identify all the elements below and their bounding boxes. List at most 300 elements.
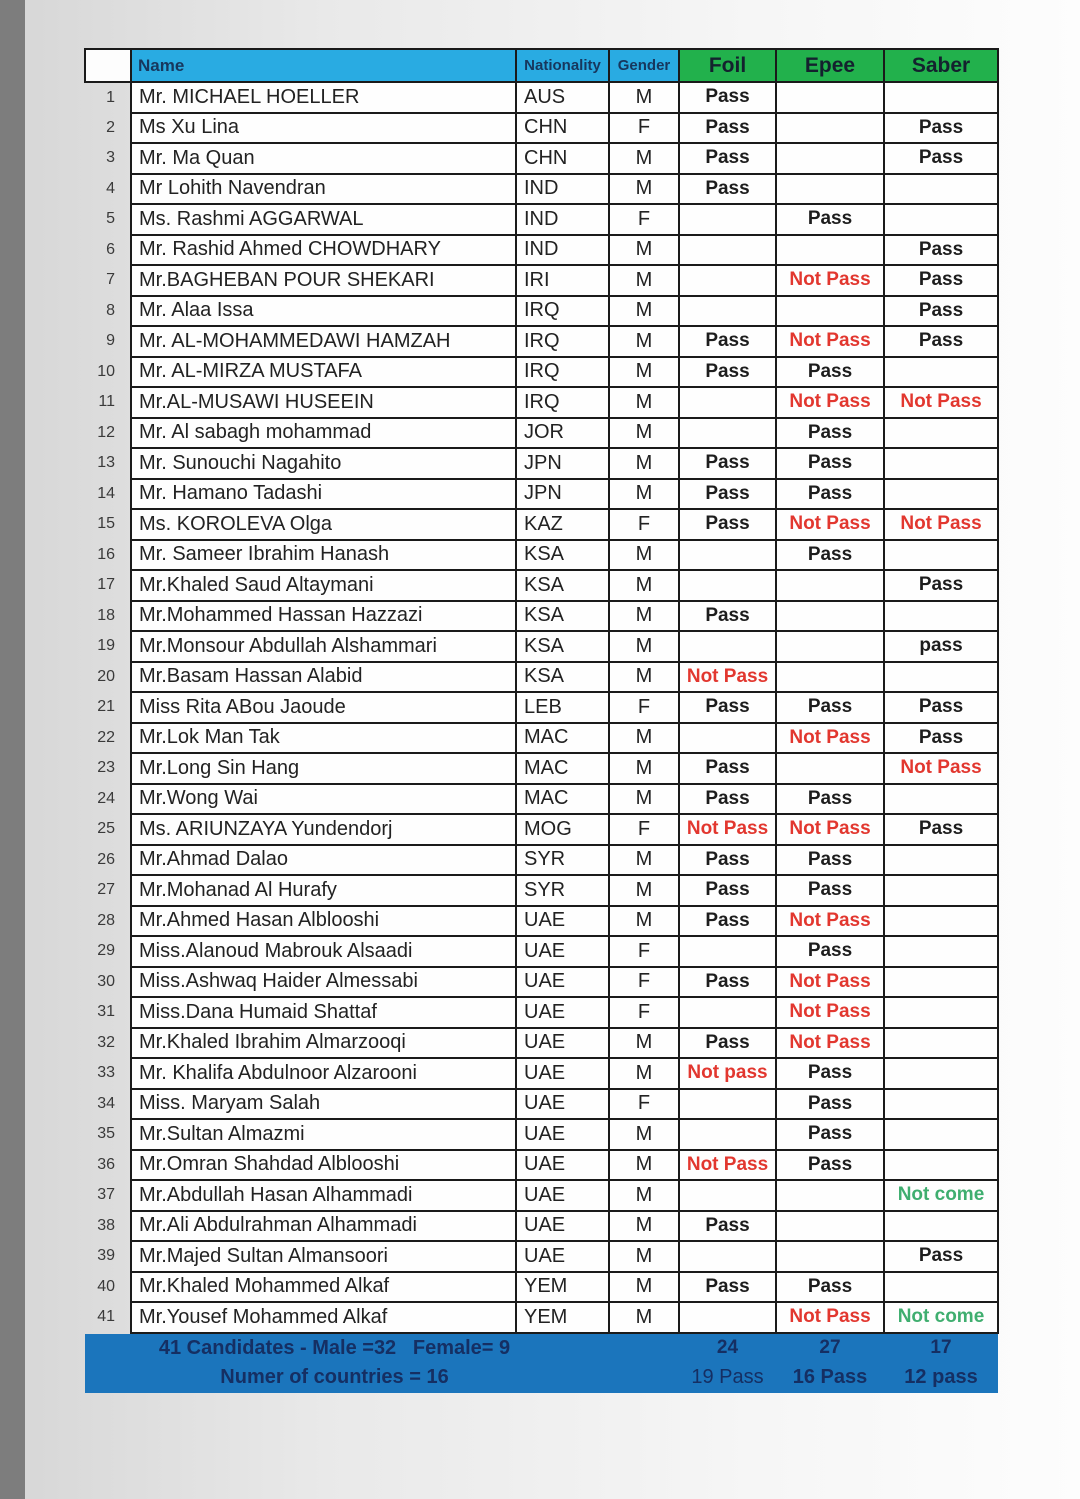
nationality-cell: KSA xyxy=(516,540,609,571)
table-row xyxy=(85,1302,998,1333)
table-row xyxy=(85,1028,998,1059)
saber-result xyxy=(884,82,998,113)
epee-result: Pass xyxy=(776,1272,884,1303)
table-row xyxy=(85,814,998,845)
saber-result: Pass xyxy=(884,692,998,723)
foil-result xyxy=(679,418,776,449)
saber-result: Pass xyxy=(884,326,998,357)
foil-result: Pass xyxy=(679,143,776,174)
row-number: 6 xyxy=(106,240,115,258)
saber-result xyxy=(884,967,998,998)
nationality-cell: MAC xyxy=(516,753,609,784)
epee-result: Pass xyxy=(776,357,884,388)
epee-result xyxy=(776,1180,884,1211)
epee-result xyxy=(776,1241,884,1272)
row-number: 15 xyxy=(97,515,115,533)
epee-result: Not Pass xyxy=(776,509,884,540)
table-row xyxy=(85,1241,998,1272)
epee-result: Not Pass xyxy=(776,967,884,998)
name-cell: Mr. Sameer Ibrahim Hanash xyxy=(131,540,516,571)
table-row xyxy=(85,265,998,296)
footer-epee-total: 27 xyxy=(776,1333,884,1363)
foil-result: Pass xyxy=(679,509,776,540)
foil-result: Pass xyxy=(679,174,776,205)
foil-result: Pass xyxy=(679,113,776,144)
nationality-cell: UAE xyxy=(516,906,609,937)
gender-cell: M xyxy=(609,875,679,906)
name-cell: Mr. Sunouchi Nagahito xyxy=(131,448,516,479)
gender-cell: M xyxy=(609,1058,679,1089)
foil-result xyxy=(679,1089,776,1120)
table-row xyxy=(85,1058,998,1089)
saber-result xyxy=(884,1089,998,1120)
row-number: 34 xyxy=(97,1094,115,1112)
nationality-cell: IRQ xyxy=(516,387,609,418)
gender-cell: M xyxy=(609,418,679,449)
saber-result: Not come xyxy=(884,1180,998,1211)
nationality-cell: AUS xyxy=(516,82,609,113)
epee-result xyxy=(776,296,884,327)
nationality-cell: JOR xyxy=(516,418,609,449)
gender-cell: F xyxy=(609,936,679,967)
row-number: 35 xyxy=(97,1125,115,1143)
footer-saber-total: 17 xyxy=(884,1333,998,1363)
row-number: 10 xyxy=(97,362,115,380)
saber-result: Pass xyxy=(884,143,998,174)
foil-result xyxy=(679,387,776,418)
saber-result xyxy=(884,1150,998,1181)
gender-cell: M xyxy=(609,1302,679,1333)
row-number: 14 xyxy=(97,484,115,502)
row-number: 36 xyxy=(97,1155,115,1173)
epee-result: Pass xyxy=(776,448,884,479)
name-cell: Ms. KOROLEVA Olga xyxy=(131,509,516,540)
name-cell: Mr.Ahmad Dalao xyxy=(131,845,516,876)
footer-foil-total: 24 xyxy=(679,1333,776,1363)
saber-result xyxy=(884,1211,998,1242)
gender-cell: M xyxy=(609,82,679,113)
foil-result: Not Pass xyxy=(679,1150,776,1181)
table-row xyxy=(85,1150,998,1181)
saber-result: Pass xyxy=(884,265,998,296)
nationality-cell: MAC xyxy=(516,784,609,815)
saber-result: Not Pass xyxy=(884,387,998,418)
nationality-cell: MOG xyxy=(516,814,609,845)
nationality-cell: UAE xyxy=(516,1028,609,1059)
gender-cell: M xyxy=(609,448,679,479)
nationality-cell: YEM xyxy=(516,1272,609,1303)
table-row xyxy=(85,1089,998,1120)
table-row xyxy=(85,113,998,144)
name-cell: Ms. ARIUNZAYA Yundendorj xyxy=(131,814,516,845)
corner-cell xyxy=(85,49,131,82)
nationality-cell: KAZ xyxy=(516,509,609,540)
gender-cell: M xyxy=(609,357,679,388)
gender-cell: M xyxy=(609,540,679,571)
name-cell: Mr.Abdullah Hasan Alhammadi xyxy=(131,1180,516,1211)
epee-result: Pass xyxy=(776,479,884,510)
name-cell: Mr.Yousef Mohammed Alkaf xyxy=(131,1302,516,1333)
name-cell: Mr.Mohanad Al Hurafy xyxy=(131,875,516,906)
nationality-cell: CHN xyxy=(516,143,609,174)
epee-result: Pass xyxy=(776,692,884,723)
epee-result: Pass xyxy=(776,845,884,876)
footer-countries-summary: Numer of countries = 16 xyxy=(85,1363,679,1393)
row-number: 2 xyxy=(106,118,115,136)
saber-result: Not Pass xyxy=(884,509,998,540)
table-row xyxy=(85,235,998,266)
name-cell: Mr.Long Sin Hang xyxy=(131,753,516,784)
table-row xyxy=(85,936,998,967)
table-row xyxy=(85,204,998,235)
gender-cell: F xyxy=(609,113,679,144)
gender-cell: M xyxy=(609,174,679,205)
gender-cell: M xyxy=(609,1119,679,1150)
saber-result: Not Pass xyxy=(884,753,998,784)
nationality-cell: IRI xyxy=(516,265,609,296)
nationality-cell: JPN xyxy=(516,479,609,510)
foil-result xyxy=(679,997,776,1028)
name-cell: Mr.Mohammed Hassan Hazzazi xyxy=(131,601,516,632)
epee-result: Not Pass xyxy=(776,1302,884,1333)
nationality-cell: LEB xyxy=(516,692,609,723)
foil-result xyxy=(679,723,776,754)
name-cell: Mr.Monsour Abdullah Alshammari xyxy=(131,631,516,662)
epee-result xyxy=(776,1211,884,1242)
gender-cell: F xyxy=(609,692,679,723)
row-number: 33 xyxy=(97,1064,115,1082)
name-cell: Mr.Majed Sultan Almansoori xyxy=(131,1241,516,1272)
name-cell: Mr. Hamano Tadashi xyxy=(131,479,516,510)
name-cell: Mr. Rashid Ahmed CHOWDHARY xyxy=(131,235,516,266)
epee-result xyxy=(776,113,884,144)
epee-result xyxy=(776,174,884,205)
saber-result xyxy=(884,204,998,235)
table-row xyxy=(85,875,998,906)
table-row xyxy=(85,418,998,449)
table-row xyxy=(85,509,998,540)
saber-result xyxy=(884,936,998,967)
epee-result xyxy=(776,601,884,632)
saber-result: Not come xyxy=(884,1302,998,1333)
footer-saber-pass-count: 12 pass xyxy=(884,1363,998,1393)
gender-cell: F xyxy=(609,997,679,1028)
name-cell: Miss.Alanoud Mabrouk Alsaadi xyxy=(131,936,516,967)
table-row xyxy=(85,174,998,205)
row-number: 19 xyxy=(97,637,115,655)
foil-result: Pass xyxy=(679,357,776,388)
left-edge-shadow xyxy=(0,0,25,1499)
foil-result: Pass xyxy=(679,479,776,510)
row-number: 32 xyxy=(97,1033,115,1051)
gender-cell: M xyxy=(609,631,679,662)
table-row xyxy=(85,387,998,418)
row-number: 18 xyxy=(97,606,115,624)
table-row xyxy=(85,967,998,998)
saber-result xyxy=(884,1028,998,1059)
footer-epee-pass-count: 16 Pass xyxy=(776,1363,884,1393)
saber-result: Pass xyxy=(884,1241,998,1272)
row-number: 39 xyxy=(97,1247,115,1265)
saber-result: Pass xyxy=(884,235,998,266)
row-number: 12 xyxy=(97,423,115,441)
epee-result: Pass xyxy=(776,936,884,967)
row-number: 5 xyxy=(106,210,115,228)
nationality-cell: CHN xyxy=(516,113,609,144)
foil-result xyxy=(679,540,776,571)
nationality-cell: IND xyxy=(516,235,609,266)
gender-cell: M xyxy=(609,387,679,418)
col-header-foil: Foil xyxy=(679,49,776,82)
gender-cell: M xyxy=(609,143,679,174)
row-number: 16 xyxy=(97,545,115,563)
epee-result: Not Pass xyxy=(776,814,884,845)
nationality-cell: SYR xyxy=(516,845,609,876)
row-number: 23 xyxy=(97,759,115,777)
epee-result xyxy=(776,662,884,693)
nationality-cell: UAE xyxy=(516,967,609,998)
name-cell: Mr.Wong Wai xyxy=(131,784,516,815)
foil-result: Not Pass xyxy=(679,662,776,693)
gender-cell: M xyxy=(609,906,679,937)
saber-result: Pass xyxy=(884,113,998,144)
saber-result xyxy=(884,875,998,906)
gender-cell: F xyxy=(609,509,679,540)
foil-result: Pass xyxy=(679,692,776,723)
foil-result: Pass xyxy=(679,906,776,937)
name-cell: Mr.Khaled Ibrahim Almarzooqi xyxy=(131,1028,516,1059)
epee-result: Pass xyxy=(776,875,884,906)
epee-result: Not Pass xyxy=(776,906,884,937)
nationality-cell: KSA xyxy=(516,631,609,662)
foil-result xyxy=(679,265,776,296)
name-cell: Mr. AL-MIRZA MUSTAFA xyxy=(131,357,516,388)
foil-result xyxy=(679,631,776,662)
gender-cell: M xyxy=(609,1272,679,1303)
table-row xyxy=(85,1119,998,1150)
foil-result: Pass xyxy=(679,1211,776,1242)
row-number: 37 xyxy=(97,1186,115,1204)
name-cell: Ms. Rashmi AGGARWAL xyxy=(131,204,516,235)
epee-result: Not Pass xyxy=(776,1028,884,1059)
nationality-cell: KSA xyxy=(516,570,609,601)
saber-result xyxy=(884,845,998,876)
nationality-cell: SYR xyxy=(516,875,609,906)
nationality-cell: UAE xyxy=(516,1058,609,1089)
table-row xyxy=(85,448,998,479)
nationality-cell: UAE xyxy=(516,1150,609,1181)
foil-result xyxy=(679,235,776,266)
epee-result: Not Pass xyxy=(776,387,884,418)
saber-result xyxy=(884,1058,998,1089)
row-number: 22 xyxy=(97,728,115,746)
gender-cell: F xyxy=(609,1089,679,1120)
gender-cell: M xyxy=(609,235,679,266)
col-header-name: Name xyxy=(131,49,516,82)
epee-result: Pass xyxy=(776,1058,884,1089)
table-row xyxy=(85,296,998,327)
foil-result: Pass xyxy=(679,967,776,998)
table-row xyxy=(85,570,998,601)
foil-result: Not pass xyxy=(679,1058,776,1089)
epee-result: Pass xyxy=(776,784,884,815)
gender-cell: M xyxy=(609,601,679,632)
name-cell: Mr.Khaled Mohammed Alkaf xyxy=(131,1272,516,1303)
name-cell: Miss Rita ABou Jaoude xyxy=(131,692,516,723)
name-cell: Miss.Dana Humaid Shattaf xyxy=(131,997,516,1028)
gender-cell: M xyxy=(609,1150,679,1181)
col-header-saber: Saber xyxy=(884,49,998,82)
table-row xyxy=(85,1272,998,1303)
gender-cell: M xyxy=(609,570,679,601)
gender-cell: M xyxy=(609,662,679,693)
nationality-cell: UAE xyxy=(516,1241,609,1272)
name-cell: Mr.Sultan Almazmi xyxy=(131,1119,516,1150)
saber-result: Pass xyxy=(884,570,998,601)
foil-result: Pass xyxy=(679,601,776,632)
foil-result xyxy=(679,1241,776,1272)
saber-result: Pass xyxy=(884,723,998,754)
name-cell: Mr.Lok Man Tak xyxy=(131,723,516,754)
referee-exam-results-table xyxy=(84,48,999,1393)
row-number: 21 xyxy=(97,698,115,716)
epee-result xyxy=(776,235,884,266)
nationality-cell: YEM xyxy=(516,1302,609,1333)
col-header-epee: Epee xyxy=(776,49,884,82)
nationality-cell: UAE xyxy=(516,1119,609,1150)
epee-result xyxy=(776,753,884,784)
row-number: 9 xyxy=(106,332,115,350)
name-cell: Mr Lohith Navendran xyxy=(131,174,516,205)
name-cell: Mr.BAGHEBAN POUR SHEKARI xyxy=(131,265,516,296)
nationality-cell: IND xyxy=(516,174,609,205)
row-number: 13 xyxy=(97,454,115,472)
col-header-nationality: Nationality xyxy=(516,49,609,82)
foil-result xyxy=(679,936,776,967)
row-number: 38 xyxy=(97,1216,115,1234)
nationality-cell: UAE xyxy=(516,1211,609,1242)
foil-result xyxy=(679,1119,776,1150)
row-number: 26 xyxy=(97,850,115,868)
foil-result: Pass xyxy=(679,1272,776,1303)
nationality-cell: MAC xyxy=(516,723,609,754)
header-row xyxy=(85,49,998,82)
foil-result: Not Pass xyxy=(679,814,776,845)
table-row xyxy=(85,326,998,357)
table-row xyxy=(85,1180,998,1211)
row-number: 24 xyxy=(97,789,115,807)
saber-result xyxy=(884,784,998,815)
row-number: 28 xyxy=(97,911,115,929)
table-row xyxy=(85,143,998,174)
gender-cell: M xyxy=(609,1180,679,1211)
table-row xyxy=(85,540,998,571)
foil-result: Pass xyxy=(679,448,776,479)
footer-totals-row xyxy=(85,1333,998,1363)
foil-result: Pass xyxy=(679,326,776,357)
footer-candidates-summary: 41 Candidates - Male =32 Female= 9 xyxy=(85,1333,679,1363)
gender-cell: M xyxy=(609,723,679,754)
saber-result xyxy=(884,174,998,205)
foil-result xyxy=(679,296,776,327)
nationality-cell: KSA xyxy=(516,662,609,693)
epee-result: Pass xyxy=(776,540,884,571)
nationality-cell: IND xyxy=(516,204,609,235)
epee-result: Not Pass xyxy=(776,265,884,296)
saber-result xyxy=(884,662,998,693)
nationality-cell: UAE xyxy=(516,1089,609,1120)
table-row xyxy=(85,997,998,1028)
epee-result: Not Pass xyxy=(776,997,884,1028)
row-number: 17 xyxy=(97,576,115,594)
name-cell: Mr. MICHAEL HOELLER xyxy=(131,82,516,113)
nationality-cell: UAE xyxy=(516,936,609,967)
epee-result xyxy=(776,631,884,662)
gender-cell: M xyxy=(609,753,679,784)
gender-cell: F xyxy=(609,204,679,235)
nationality-cell: IRQ xyxy=(516,326,609,357)
saber-result xyxy=(884,601,998,632)
foil-result: Pass xyxy=(679,82,776,113)
name-cell: Mr. Ma Quan xyxy=(131,143,516,174)
row-number: 20 xyxy=(97,667,115,685)
name-cell: Mr. Alaa Issa xyxy=(131,296,516,327)
foil-result: Pass xyxy=(679,784,776,815)
epee-result: Pass xyxy=(776,418,884,449)
foil-result xyxy=(679,570,776,601)
epee-result: Pass xyxy=(776,1119,884,1150)
table-row xyxy=(85,784,998,815)
gender-cell: M xyxy=(609,784,679,815)
saber-result xyxy=(884,418,998,449)
row-number: 27 xyxy=(97,881,115,899)
name-cell: Miss.Ashwaq Haider Almessabi xyxy=(131,967,516,998)
epee-result: Not Pass xyxy=(776,326,884,357)
table-row xyxy=(85,723,998,754)
row-number: 25 xyxy=(97,820,115,838)
row-number: 4 xyxy=(106,179,115,197)
epee-result: Pass xyxy=(776,1150,884,1181)
nationality-cell: JPN xyxy=(516,448,609,479)
table-row xyxy=(85,631,998,662)
saber-result: Pass xyxy=(884,814,998,845)
row-number: 1 xyxy=(106,88,115,106)
footer-foil-pass-count: 19 Pass xyxy=(679,1363,776,1393)
gender-cell: M xyxy=(609,1028,679,1059)
table-row xyxy=(85,1211,998,1242)
saber-result xyxy=(884,1272,998,1303)
table-row xyxy=(85,906,998,937)
row-number: 8 xyxy=(106,301,115,319)
foil-result xyxy=(679,1180,776,1211)
saber-result xyxy=(884,1119,998,1150)
nationality-cell: KSA xyxy=(516,601,609,632)
table-row xyxy=(85,753,998,784)
epee-result xyxy=(776,143,884,174)
foil-result xyxy=(679,204,776,235)
gender-cell: F xyxy=(609,814,679,845)
table-row xyxy=(85,479,998,510)
nationality-cell: UAE xyxy=(516,1180,609,1211)
row-number: 40 xyxy=(97,1277,115,1295)
col-header-gender: Gender xyxy=(609,49,679,82)
saber-result: Pass xyxy=(884,296,998,327)
gender-cell: M xyxy=(609,1211,679,1242)
nationality-cell: IRQ xyxy=(516,296,609,327)
name-cell: Mr.AL-MUSAWI HUSEEIN xyxy=(131,387,516,418)
row-number: 30 xyxy=(97,972,115,990)
nationality-cell: UAE xyxy=(516,997,609,1028)
